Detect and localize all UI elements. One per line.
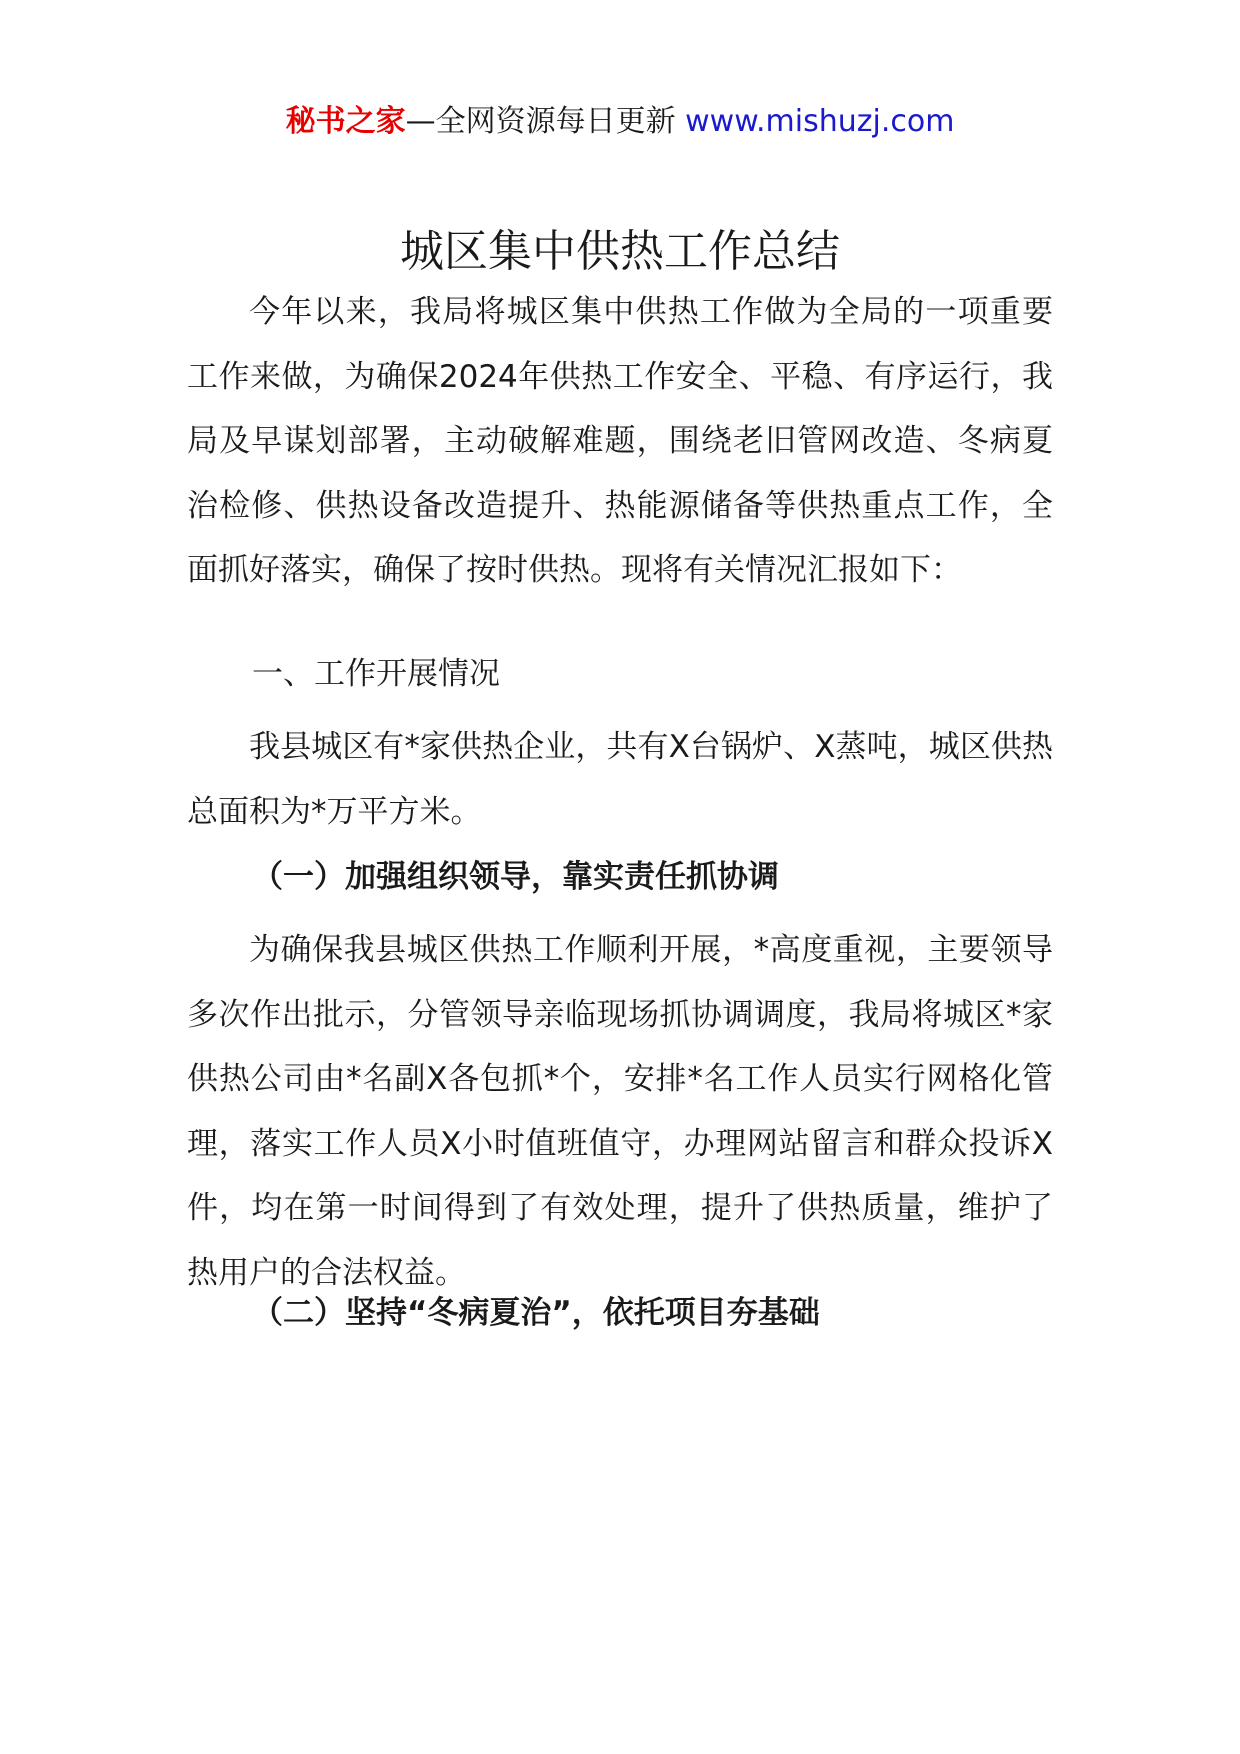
subsection-heading-organization: （一）加强组织领导，靠实责任抓协调	[252, 859, 779, 895]
section-heading-work-progress: 一、工作开展情况	[252, 656, 500, 692]
intro-paragraph: 今年以来，我局将城区集中供热工作做为全局的一项重要工作来做，为确保2024年供热工作安全、平稳、有序运行，我局及早谋划部署，主动破解难题，围绕老旧管网改造、冬病夏治检修、供热设备改造提升、热能源储备等供热重点工作，全面抓好落实，确保了按时供热。现将有关情况汇报如下：	[187, 294, 1053, 588]
section-1-paragraph: 我县城区有*家供热企业，共有X台锅炉、X蒸吨，城区供热总面积为*万平方米。	[187, 729, 1053, 830]
brand-name: 秘书之家	[285, 104, 406, 139]
site-url-link[interactable]: www.mishuzj.com	[685, 104, 955, 139]
site-header	[0, 100, 1240, 144]
subsection-1-paragraph: 为确保我县城区供热工作顺利开展，*高度重视，主要领导多次作出批示，分管领导亲临现场抓协调调度，我局将城区*家供热公司由*名副X各包抓*个，安排*名工作人员实行网格化管理，落实工作人员X小时值班值守，办理网站留言和群众投诉X件，均在第一时间得到了有效处理，提升了供热质量，维护了热用户的合法权益。	[187, 932, 1053, 1291]
header-tagline: —全网资源每日更新	[405, 104, 676, 139]
document-title: 城区集中供热工作总结	[400, 226, 840, 277]
subsection-heading-maintenance: （二）坚持“冬病夏治”，依托项目夯基础	[252, 1295, 820, 1331]
